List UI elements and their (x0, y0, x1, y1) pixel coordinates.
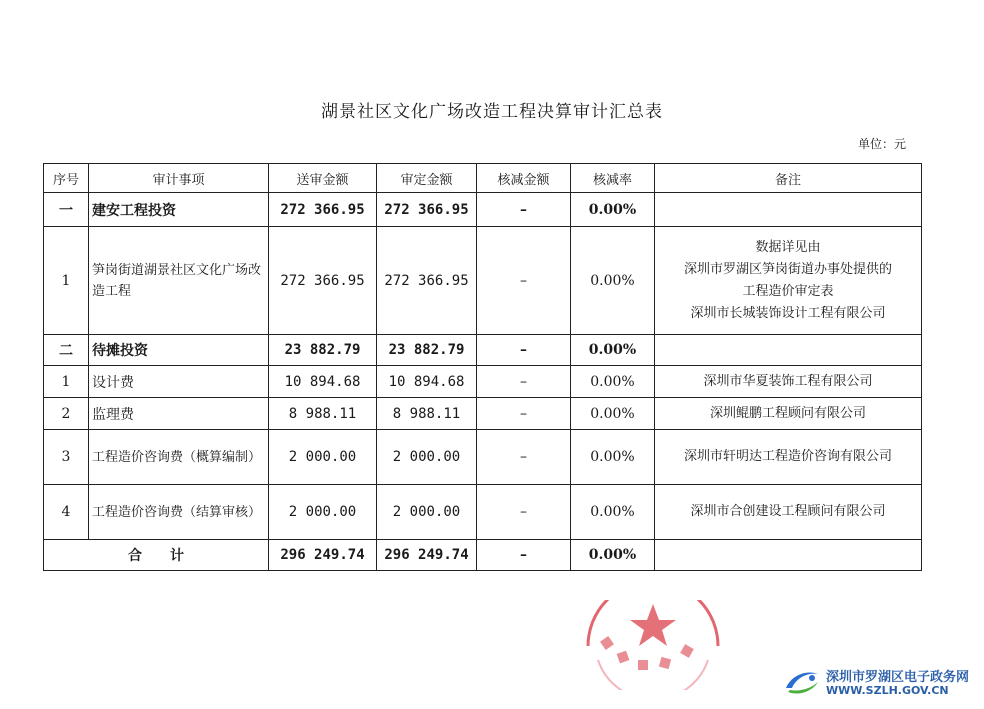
row-no: 3 (44, 430, 89, 485)
row-rate: 0.00% (571, 398, 655, 430)
swoosh-logo-icon (782, 666, 822, 700)
table-row (44, 430, 922, 485)
row-rate: 0.00% (571, 430, 655, 485)
row-item: 待摊投资 (89, 335, 269, 366)
row-remark: 深圳市华夏装饰工程有限公司 (655, 366, 922, 398)
row-reduction: – (477, 398, 571, 430)
row-rate: 0.00% (571, 193, 655, 227)
remark-line: 深圳市长城装饰设计工程有限公司 (690, 305, 886, 321)
row-submitted: 272 366.95 (269, 193, 377, 227)
row-reduction: – (477, 430, 571, 485)
row-reduction: – (477, 227, 571, 335)
row-submitted: 8 988.11 (269, 398, 377, 430)
table-row (44, 485, 922, 540)
row-remark: 深圳市合创建设工程顾问有限公司 (655, 485, 922, 540)
row-rate: 0.00% (571, 485, 655, 540)
table-row (44, 335, 922, 366)
row-submitted: 2 000.00 (269, 485, 377, 540)
row-approved: 23 882.79 (377, 335, 477, 366)
header-no: 序号 (44, 164, 89, 193)
row-remark: 深圳鲲鹏工程顾问有限公司 (655, 398, 922, 430)
row-no: 二 (44, 335, 89, 366)
row-approved: 272 366.95 (377, 193, 477, 227)
total-submitted: 296 249.74 (269, 540, 377, 571)
table-row (44, 193, 922, 227)
header-item: 审计事项 (89, 164, 269, 193)
header-rate: 核减率 (571, 164, 655, 193)
row-no: 4 (44, 485, 89, 540)
row-remark: 深圳市轩明达工程造价咨询有限公司 (655, 430, 922, 485)
row-approved: 272 366.95 (377, 227, 477, 335)
row-no: 1 (44, 366, 89, 398)
remark-line: 工程造价审定表 (742, 283, 834, 299)
row-reduction: – (477, 335, 571, 366)
row-submitted: 272 366.95 (269, 227, 377, 335)
official-seal-stamp (582, 600, 724, 690)
row-item: 建安工程投资 (89, 193, 269, 227)
logo-site-name: 深圳市罗湖区电子政务网 (826, 670, 970, 685)
unit-label: 单位：元 (858, 137, 907, 151)
remark-line: 深圳市罗湖区笋岗街道办事处提供的 (683, 261, 892, 277)
row-approved: 2 000.00 (377, 430, 477, 485)
row-rate: 0.00% (571, 335, 655, 366)
row-item: 监理费 (89, 398, 269, 430)
row-item: 工程造价咨询费（结算审核） (89, 485, 269, 540)
row-approved: 2 000.00 (377, 485, 477, 540)
row-rate: 0.00% (571, 227, 655, 335)
row-reduction: – (477, 193, 571, 227)
row-no: 一 (44, 193, 89, 227)
row-submitted: 23 882.79 (269, 335, 377, 366)
row-reduction: – (477, 366, 571, 398)
szlh-site-logo (776, 662, 980, 704)
total-reduction: – (477, 540, 571, 571)
row-no: 2 (44, 398, 89, 430)
total-remark (655, 540, 922, 571)
row-no: 1 (44, 227, 89, 335)
row-submitted: 2 000.00 (269, 430, 377, 485)
logo-site-url: WWW.SZLH.GOV.CN (826, 684, 949, 697)
header-remark: 备注 (655, 164, 922, 193)
row-approved: 8 988.11 (377, 398, 477, 430)
row-item: 笋岗街道湖景社区文化广场改造工程 (89, 227, 269, 335)
row-submitted: 10 894.68 (269, 366, 377, 398)
document-title: 湖景社区文化广场改造工程决算审计汇总表 (321, 102, 663, 122)
header-reduction: 核减金额 (477, 164, 571, 193)
table-row (44, 366, 922, 398)
header-submitted: 送审金额 (269, 164, 377, 193)
row-remark (655, 193, 922, 227)
row-rate: 0.00% (571, 366, 655, 398)
total-row (44, 540, 922, 571)
total-rate: 0.00% (571, 540, 655, 571)
row-approved: 10 894.68 (377, 366, 477, 398)
table-row (44, 398, 922, 430)
row-item: 工程造价咨询费（概算编制） (89, 430, 269, 485)
total-label: 合 计 (44, 540, 269, 571)
row-item: 设计费 (89, 366, 269, 398)
audit-summary-table (43, 163, 922, 571)
table-header-row (44, 164, 922, 193)
remark-line: 数据详见由 (755, 239, 821, 255)
header-approved: 审定金额 (377, 164, 477, 193)
total-approved: 296 249.74 (377, 540, 477, 571)
row-reduction: – (477, 485, 571, 540)
row-remark (655, 227, 922, 335)
row-remark (655, 335, 922, 366)
table-row (44, 227, 922, 335)
